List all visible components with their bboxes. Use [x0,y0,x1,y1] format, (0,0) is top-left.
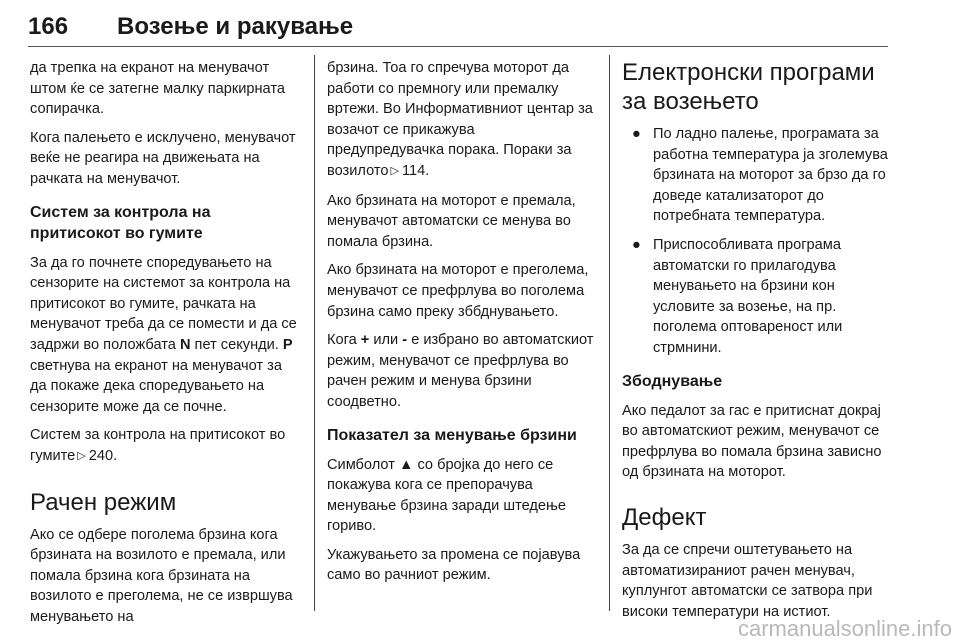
gear-n-label: N [179,336,191,353]
plus-symbol: + [360,332,370,349]
upshift-triangle-icon: ▲ [398,456,414,473]
paragraph: Ако педалот за гас е притиснат докрај во автоматскиот режим, менувачот се префрлува во помала брзина зависно од брзината на моторот. [622,402,882,481]
paragraph: Ако брзината на моторот е преголема, менувачот се префрлува во поголема брзина само преку зббднувањето. [327,262,589,320]
page-ref-arrow-icon: ▷ [390,164,399,177]
page-reference[interactable]: 240. [88,447,118,464]
minus-symbol: - [402,332,408,349]
list-item: ● Приспособливата програма автоматски го прилагодува менувањето на брзини кон условите за возење, на пр. поголема оптовареност или стрмнини. [632,236,843,356]
bullet-icon: ● [632,126,641,142]
section-heading-kickdown: Збоднување [622,372,723,390]
paragraph: да трепка на екранот на менувачот штом ќе се затегне малку паркирната сопирачка. [30,60,285,118]
paragraph: Кога + или - е избрано во автоматскиот режим, менувачот се префрлува во рачен режим и менува брзини соодветно. [327,332,594,410]
bullet-icon: ● [632,236,641,253]
page-number: 166 [28,13,69,40]
column-1 [30,58,302,635]
header-rule [28,46,888,47]
paragraph: Ако се одбере поголема брзина кога брзината на возилото е премала, или помала брзина кога брзината на возилото е преголема, не се извршува менувањето на [30,526,293,625]
column-divider [609,55,610,611]
gear-p-label: P [282,336,293,353]
list-item: ● По ладно палење, програмата за работна температура ја зголемува брзината на моторот за брзо да го доведе катализаторот до потребната температура. [632,126,888,225]
section-heading-manual-mode: Рачен режим [30,488,177,516]
section-heading-shift-indicator: Показател за менување брзини [327,426,577,444]
column-3 [622,58,888,630]
column-2 [327,58,595,594]
chapter-title: Возење и ракување [117,13,354,40]
section-heading-tpms: Систем за контрола на притисокот во гумите [30,203,211,242]
section-heading-electronic-programs: Електронски програми за возењето [622,59,875,115]
paragraph: Систем за контрола на притисокот во гумите ▷ 240. [30,425,302,467]
page-header [28,10,888,46]
bullet-list [622,124,888,359]
column-divider [314,55,315,611]
paragraph: Кога палењето е исклучено, менувачот веќе не реагира на движењата на рачката на менувачот. [30,129,296,187]
watermark-text: carmanualsonline.info [737,616,952,641]
section-heading-fault: Дефект [622,503,707,531]
paragraph: За да го почнете споредувањето на сензорите на системот за контрола на притисокот во гумите, рачката на менувачот треба да се помести и да се задржи во положбата N пет секунди. P светнува на екранот на менувачот за да покаже дека споредувањето на сензорите може да се почне. [30,254,297,415]
paragraph: Ако брзината на моторот е премала, менувачот автоматски се менува во помала брзина. [327,192,576,250]
paragraph: За да се спречи оштетувањето на автоматизираниот рачен менувач, куплунгот автоматски се затвора при високи температури на истиот. [622,541,873,620]
page-ref-arrow-icon: ▷ [77,449,86,462]
paragraph: брзина. Тоа го спречува моторот да работи со премногу или премалку вртежи. Во Информативниот центар за возачот се прикажува предупредувачка порака. Пораки за возилото ▷ 114. [327,58,595,183]
paragraph: Укажувањето за промена се појавува само во рачниот режим. [327,546,581,584]
paragraph: Симболот ▲ со бројка до него се покажува кога се препорачува менување брзина заради штедење гориво. [327,456,567,535]
page-reference[interactable]: 114. [401,162,430,179]
